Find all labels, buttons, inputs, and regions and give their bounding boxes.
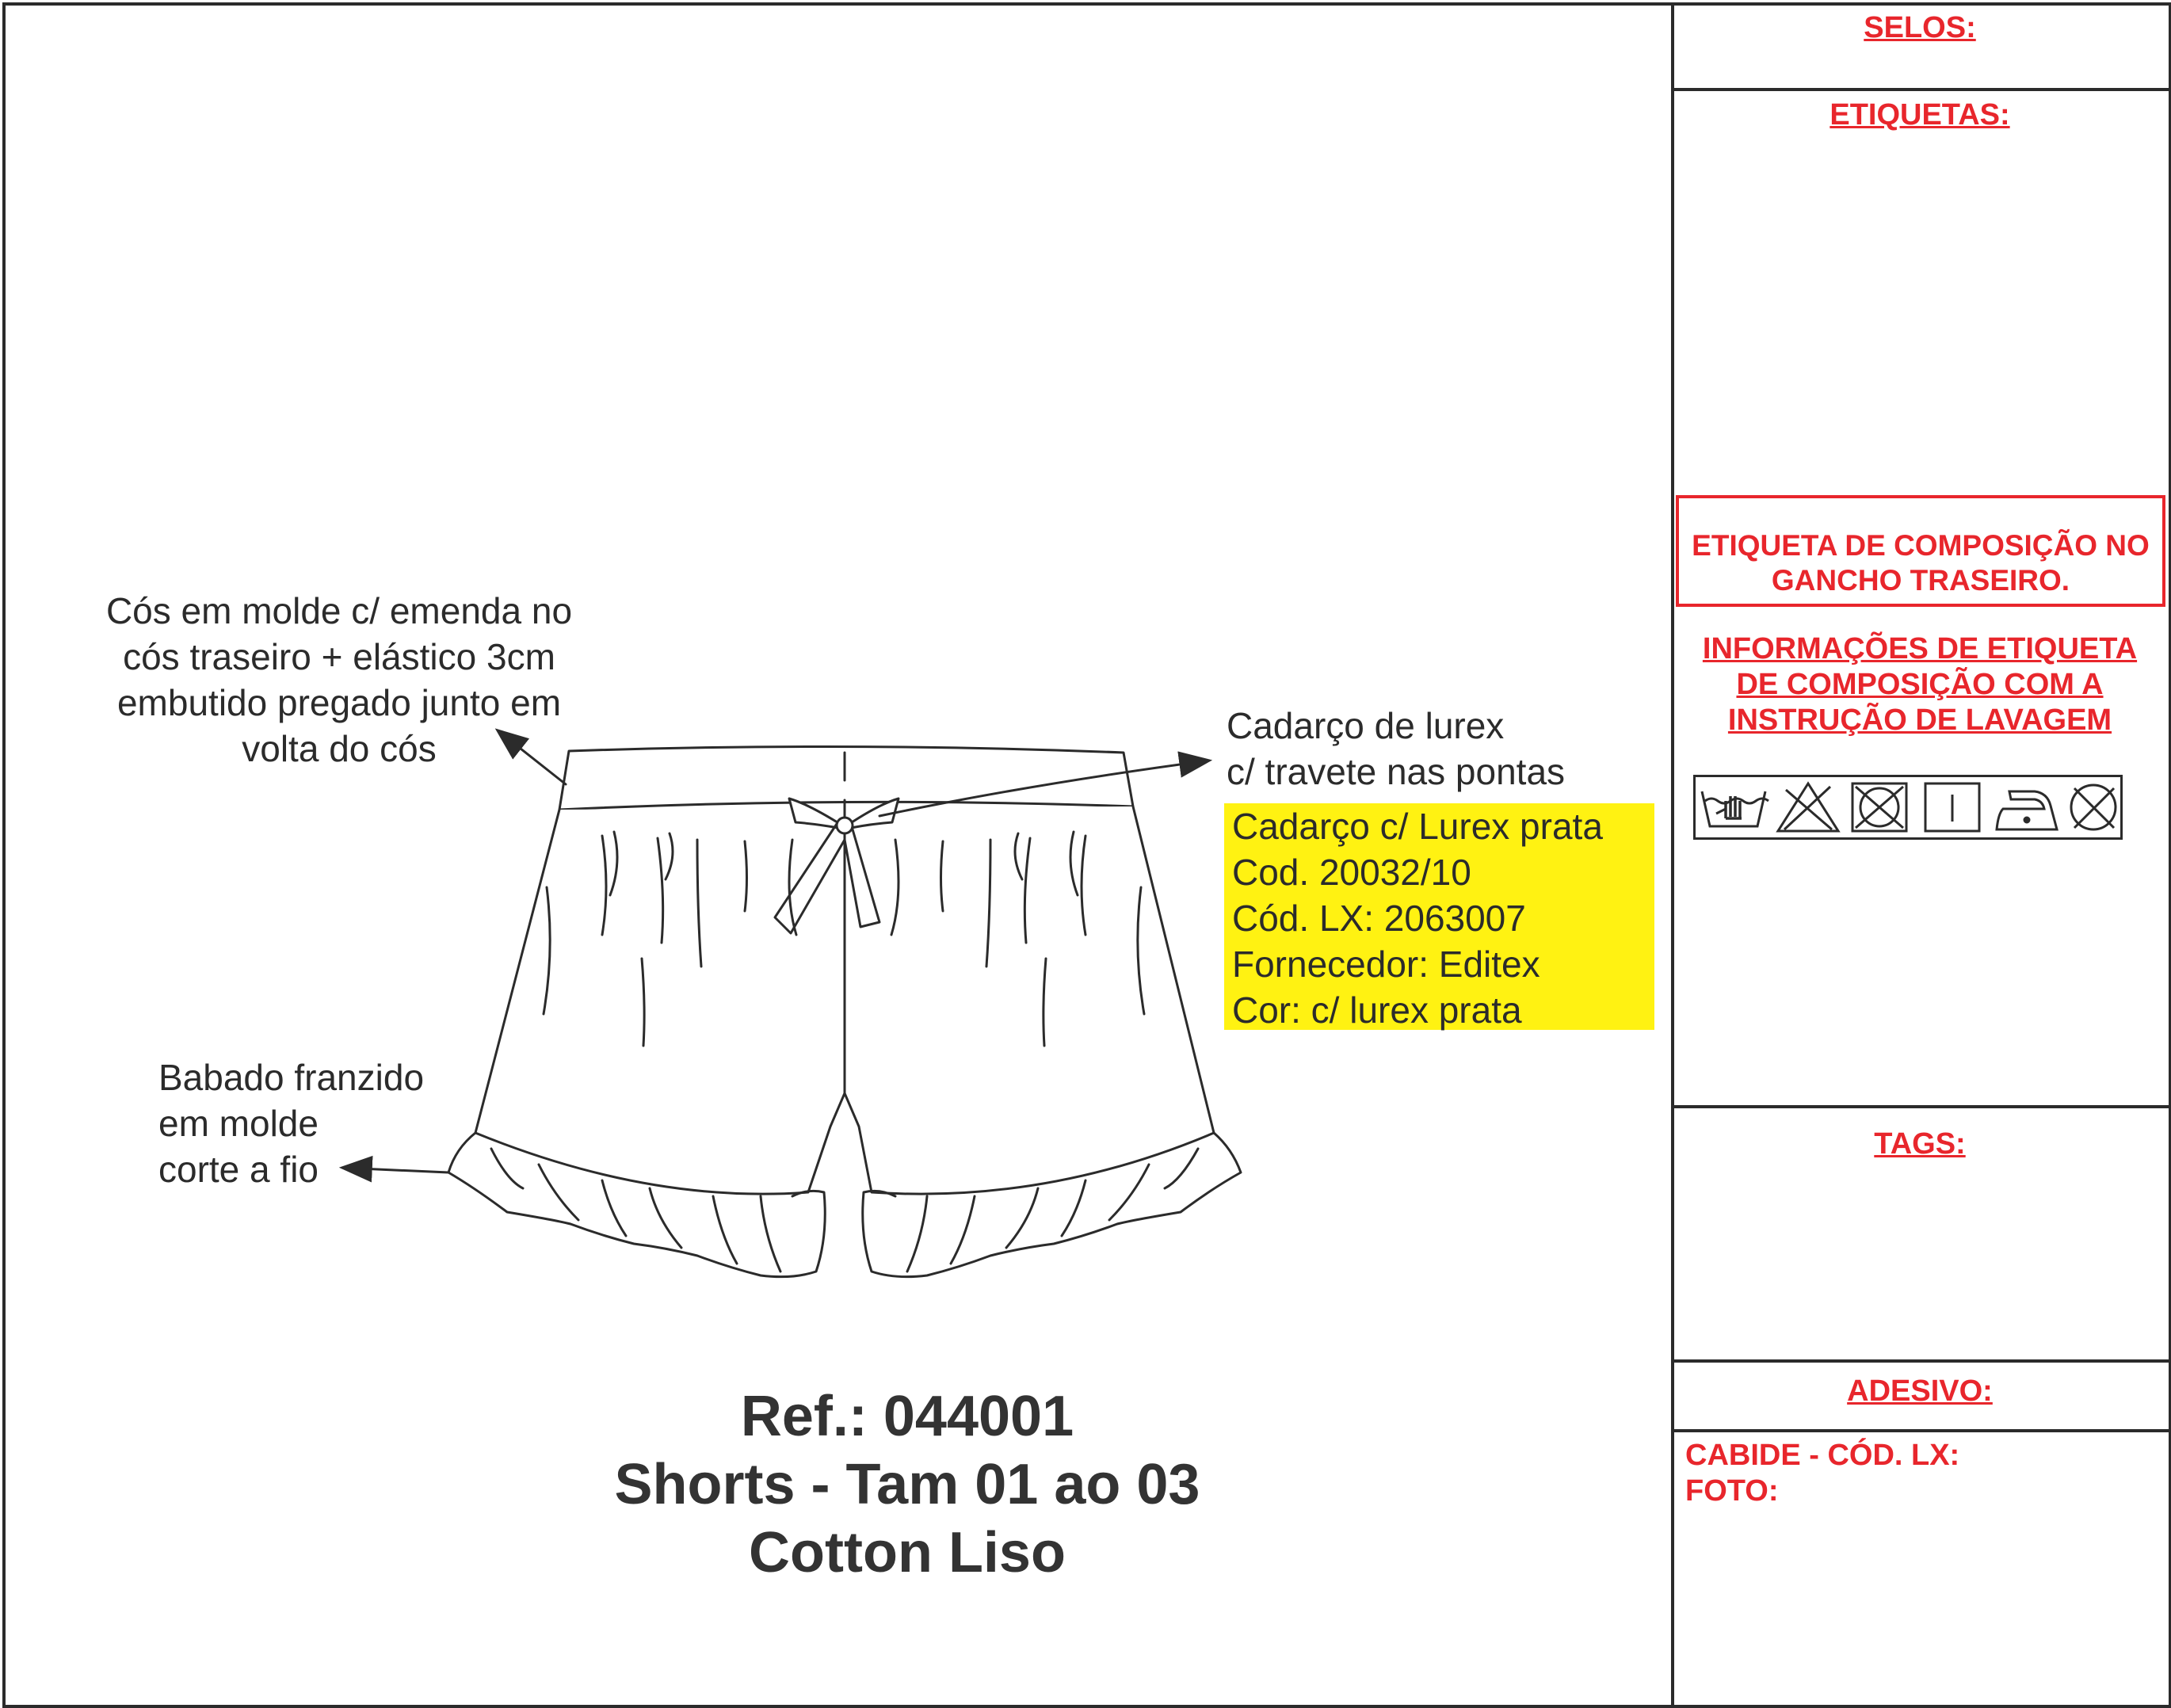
do-not-bleach-icon	[1778, 783, 1838, 831]
hand-wash-icon	[1702, 791, 1768, 826]
cabide-label: CABIDE - CÓD. LX:	[1685, 1439, 1960, 1472]
fabric-name: Cotton Liso	[749, 1521, 1066, 1584]
spec-line: Cód. LX: 2063007	[1232, 898, 1526, 939]
foto-label: FOTO:	[1685, 1474, 1779, 1508]
do-not-tumble-dry-icon	[1852, 783, 1906, 831]
note-line: volta do cós	[242, 728, 437, 769]
note-line: c/ travete nas pontas	[1227, 751, 1566, 792]
etiquetas-section	[1674, 98, 2165, 132]
note-line: Babado franzido	[158, 1057, 425, 1098]
divider-tags	[1673, 1105, 2171, 1108]
ruffle-leader	[342, 1168, 448, 1172]
info-line: DE COMPOSIÇÃO COM A	[1736, 668, 2104, 701]
product-name: Shorts - Tam 01 ao 03	[614, 1453, 1200, 1516]
note-line: embutido pregado junto em	[116, 682, 562, 723]
note-line: cós traseiro + elástico 3cm	[123, 636, 555, 677]
tags-section	[1674, 1127, 2165, 1161]
etiquetas-heading: ETIQUETAS:	[1830, 98, 2010, 132]
waistband-leader	[498, 730, 566, 784]
info-line: INSTRUÇÃO DE LAVAGEM	[1727, 703, 2112, 737]
note-line: em molde	[158, 1103, 319, 1144]
iron-low-icon	[1997, 791, 2057, 829]
care-symbols	[1696, 777, 2120, 837]
selos-section	[1674, 11, 2165, 45]
note-line: Cadarço de lurex	[1227, 705, 1505, 746]
info-line: INFORMAÇÕES DE ETIQUETA	[1702, 632, 2138, 665]
adesivo-section	[1674, 1374, 2165, 1409]
info-section	[1674, 631, 2165, 738]
composition-label-box	[1676, 495, 2165, 607]
product-title	[555, 1382, 1260, 1587]
do-not-dry-clean-icon	[2071, 785, 2116, 829]
spec-line: Cor: c/ lurex prata	[1232, 989, 1522, 1031]
divider-adesivo-body	[1673, 1429, 2171, 1432]
note-line: Cós em molde c/ emenda no	[105, 590, 573, 631]
adesivo-heading: ADESIVO:	[1847, 1374, 1993, 1408]
care-symbols-strip	[1693, 775, 2123, 840]
composition-line: ETIQUETA DE COMPOSIÇÃO NO	[1692, 529, 2150, 562]
ref-number: Ref.: 044001	[740, 1385, 1074, 1448]
composition-line: GANCHO TRASEIRO.	[1771, 564, 2070, 597]
selos-heading: SELOS:	[1864, 11, 1976, 44]
spec-line: Cod. 20032/10	[1232, 852, 1471, 893]
waistband	[559, 746, 1133, 810]
cabide-section	[1674, 1438, 2171, 1509]
divider-adesivo	[1673, 1359, 2171, 1363]
tags-heading: TAGS:	[1874, 1127, 1966, 1161]
note-line: corte a fio	[158, 1149, 319, 1190]
line-dry-icon	[1925, 783, 1979, 831]
spec-line: Fornecedor: Editex	[1232, 944, 1540, 985]
divider-selos	[1673, 88, 2171, 91]
spec-line: Cadarço c/ Lurex prata	[1232, 806, 1603, 847]
